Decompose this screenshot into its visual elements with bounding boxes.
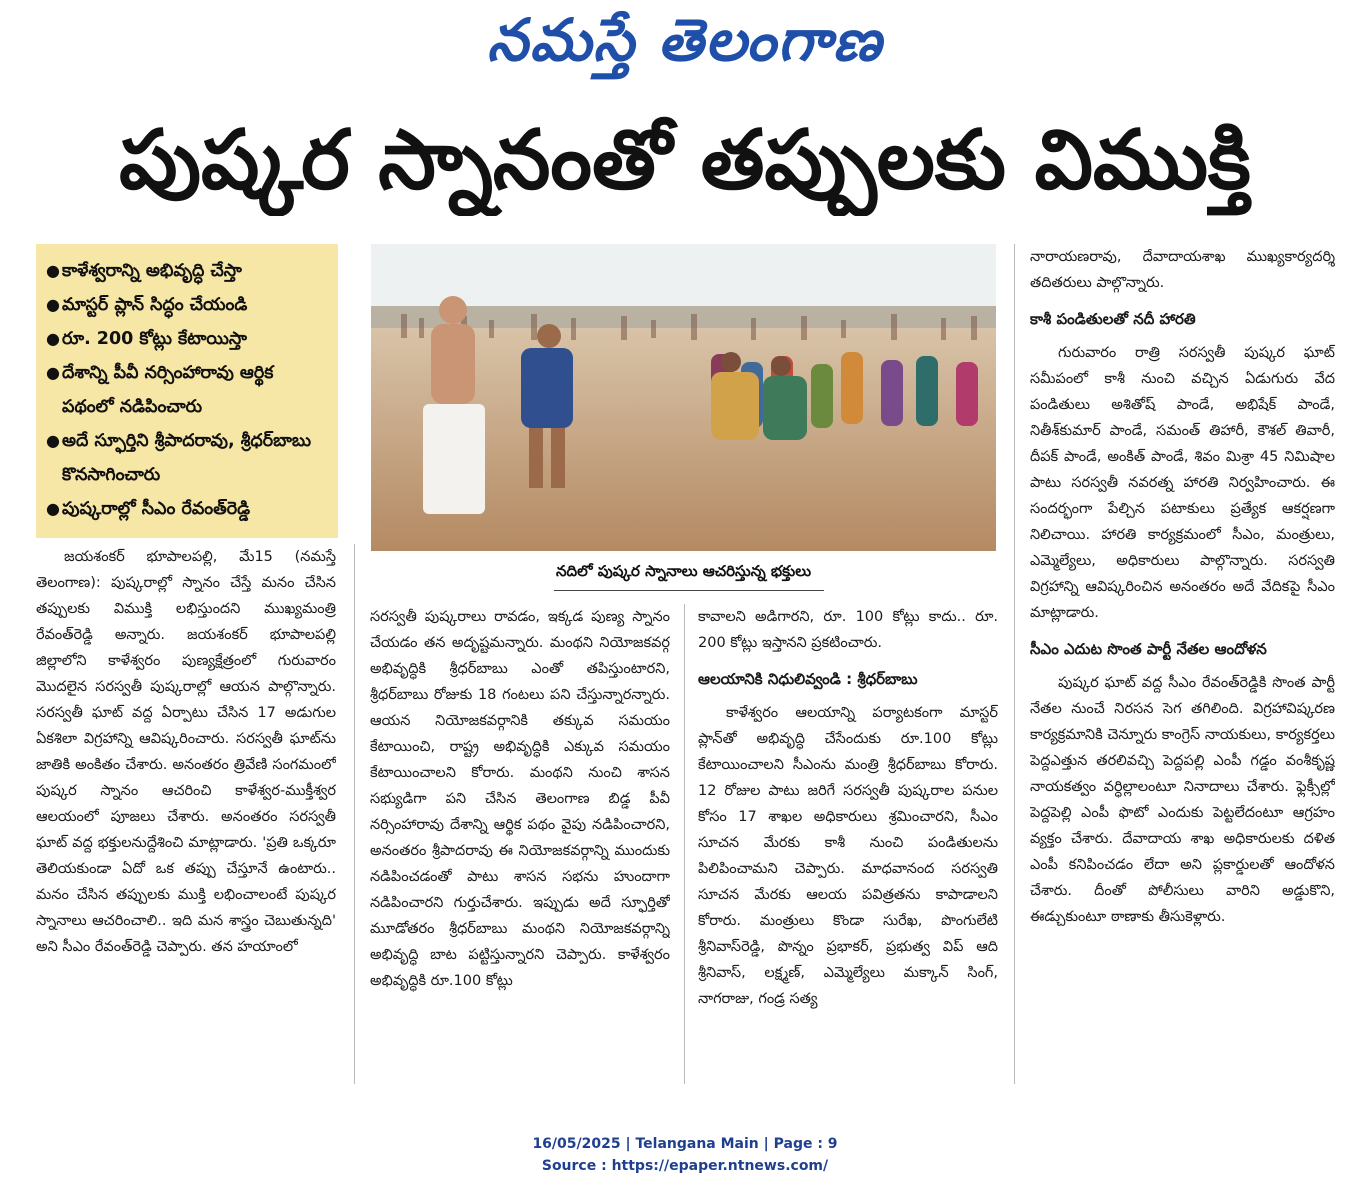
news-photo: [371, 244, 996, 551]
river-bathing-illustration: [371, 244, 996, 551]
masthead-logo: నమస్తే తెలంగాణ: [487, 6, 883, 74]
highlight-item: ● పుష్కరాల్లో సీఎం రేవంత్‌రెడ్డి: [46, 492, 330, 526]
article-paragraph: పుష్కర ఘాట్ వద్ద సీఎం రేవంత్‌రెడ్డికి సొంత పార్టీ నేతల నుంచే నిరసన సెగ తగిలింది. విగ్రహావిష్కరణ కార్యక్రమానికి చెన్నూరు కాంగ్రెస్ నాయకులు, కార్యకర్తలు పెద్దఎత్తున తరలివచ్చి పెద్దపల్లి ఎంపీ గడ్డం వంశీకృష్ణ నాయకత్వం వర్ధిల్లాలంటూ నినాదాలు చేశారు. ఫ్లెక్సీల్లో పెద్దపెల్లి ఎంపీ ఫొటో ఎందుకు పెట్టలేదంటూ ఆగ్రహం వ్యక్తం చేశారు. దేవాదాయ శాఖ అధికారులకు దళిత ఎంపీ కనిపించడం లేదా అని ప్లకార్డులతో ఆందోళన చేశారు. దీంతో పోలీసులు వారిని అడ్డుకొని, ఈడ్చుకుంటూ ఠాణాకు తీసుకెళ్లారు.: [1030, 675, 1335, 925]
article-paragraph: కాళేశ్వరం ఆలయాన్ని పర్యాటకంగా మాస్టర్ ప్లాన్‌తో అభివృద్ధి చేసేందుకు రూ.100 కోట్లు కేటాయించాలని సీఎంను మంత్రి శ్రీధర్‌బాబు కోరారు. 12 రోజుల పాటు జరిగే సరస్వతీ పుష్కరాల పనుల కోసం 17 శాఖల అధికారులు శ్రమించారని, సీఎం సూచన మేరకు కాశీ నుంచి పండితులను పిలిపించామని చెప్పారు. మాధవానంద సరస్వతి సూచన మేరకు ఆలయ పవిత్రతను కాపాడాలని కోరారు. మంత్రులు కొండా సురేఖ, పొంగులేటి శ్రీనివాస్‌రెడ్డి, పొన్నం ప్రభాకర్, ప్రభుత్వ విప్ ఆది శ్రీనివాస్, లక్ష్మణ్, ఎమ్మెల్యేలు మక్కాన్ సింగ్, నాగరాజు, గండ్ర సత్య: [698, 705, 998, 1007]
subheading: ఆలయానికి నిధులివ్వండి : శ్రీధర్‌బాబు: [698, 670, 918, 688]
article-paragraph: జయశంకర్ భూపాలపల్లి, మే15 (నమస్తే తెలంగాణ): పుష్కరాల్లో స్నానం చేస్తే మనం చేసిన తప్పులకు విముక్తి లభిస్తుందని ముఖ్యమంత్రి రేవంత్‌రెడ్డి అన్నారు. జయశంకర్ భూపాలపల్లి జిల్లాలోని కాళేశ్వరం పుణ్యక్షేత్రంలో గురువారం మొదలైన సరస్వతీ పుష్కరాల్లో ఆయన పాల్గొన్నారు. సరస్వతీ ఘాట్ వద్ద ఏర్పాటు చేసిన 17 అడుగుల ఏకశిలా విగ్రహాన్ని ఆవిష్కరించారు. సరస్వతీ ఘాట్‌ను జాతికి అంకితం చేశారు. అనంతరం త్రివేణి సంగమంలో పుష్కర స్నానం ఆచరించి కాళేశ్వర-ముక్తీశ్వర ఆలయంలో పూజలు చేశారు. అనంతరం సరస్వతీ ఘాట్ వద్ద భక్తులనుద్దేశించి మాట్లాడారు. 'ప్రతి ఒక్కరూ తెలియకుండా ఏదో ఒక తప్పు చేస్తూనే ఉంటారు.. మనం చేసిన తప్పులకు ముక్తి లభించాలంటే పుష్కర స్నానాలు ఆచరించాలి.. ఇది మన శాస్త్రం చెబుతున్నది' అని సీఎం రేవంత్‌రెడ్డి చెప్పారు. తన హయాంలో: [36, 549, 336, 955]
article-paragraph: గురువారం రాత్రి సరస్వతీ పుష్కర ఘాట్ సమీపంలో కాశీ నుంచి వచ్చిన ఏడుగురు వేద పండితులు అశితోష్ పాండే, అభిషేక్ పాండే, నితీశ్‌కుమార్ పాండే, సమంత్ తిహారీ, కౌశల్ తివారీ, దీపక్ పాండే, అంకిత్ పాండే, శివం మిశ్రా 45 నిమిషాల పాటు సరస్వతీ నవరత్న హారతి నిర్వహించారు. ఈ సందర్భంగా పేల్చిన పటాకులు ప్రత్యేక ఆకర్షణగా నిలిచాయి. హారతి కార్యక్రమంలో సీఎం, మంత్రులు, ఎమ్మెల్యేలు, అధికారులు పాల్గొన్నారు. సరస్వతి విగ్రహాన్ని ఆవిష్కరించిన అనంతరం అదే వేదికపై సీఎం మాట్లాడారు.: [1030, 345, 1335, 621]
highlight-item: ● అదే స్ఫూర్తిని శ్రీపాదరావు, శ్రీధర్‌బాబు కొనసాగించారు: [46, 424, 330, 492]
highlight-item: ● రూ. 200 కోట్లు కేటాయిస్తా: [46, 322, 330, 356]
highlight-item: ● కాళేశ్వరాన్ని అభివృద్ధి చేస్తా: [46, 254, 330, 288]
subheading: కాశీ పండితులతో నదీ హారతి: [1030, 310, 1196, 328]
page-headline: పుష్కర స్నానంతో తప్పులకు విముక్తి: [119, 113, 1251, 208]
highlights-box: [36, 244, 338, 538]
caption-underline: [554, 590, 824, 591]
column-divider: [354, 544, 355, 1084]
bullet-icon: ●: [46, 329, 60, 348]
article-paragraph: కావాలని అడిగారని, రూ. 100 కోట్లు కాదు.. రూ. 200 కోట్లు ఇస్తానని ప్రకటించారు.: [698, 609, 998, 651]
article-paragraph: సరస్వతీ పుష్కరాలు రావడం, ఇక్కడ పుణ్య స్నానం చేయడం తన అదృష్టమన్నారు. మంథని నియోజకవర్గ అభివృద్ధికి శ్రీధర్‌బాబు ఎంతో తపిస్తుంటారని, శ్రీధర్‌బాబు రోజుకు 18 గంటలు పని చేస్తున్నారన్నారు. ఆయన నియోజకవర్గానికి తక్కువ సమయం కేటాయించి, రాష్ట్ర అభివృద్ధికి ఎక్కువ సమయం కేటాయించాలని కోరారు. మంథని నుంచి శాసన సభ్యుడిగా పని చేసిన తెలంగాణ బిడ్డ పీవీ నర్సింహారావు దేశాన్ని ఆర్థిక పథం వైపు నడిపించారని, అనంతరం శ్రీపాదరావు ఈ నియోజకవర్గాన్ని ముందుకు నడిపించడంతో పాటు శాసన సభను హుందాగా నడిపించారని గుర్తుచేశారు. ఇప్పుడు అదే స్ఫూర్తితో మూడోతరం శ్రీధర్‌బాబు మంథని నియోజకవర్గాన్ని అభివృద్ధి బాట పట్టిస్తున్నారని చెప్పారు. కాళేశ్వరం అభివృద్ధికి రూ.100 కోట్లు: [370, 609, 670, 989]
bullet-icon: ●: [46, 295, 60, 314]
bullet-icon: ●: [46, 261, 60, 280]
bullet-icon: ●: [46, 431, 60, 450]
column-divider: [1014, 244, 1015, 1084]
article-column-2: [370, 604, 670, 1076]
article-paragraph: నారాయణరావు, దేవాదాయశాఖ ముఖ్యకార్యదర్శి తదితరులు పాల్గొన్నారు.: [1030, 249, 1335, 291]
article-column-1: [36, 544, 336, 1076]
highlight-item: ● మాస్టర్ ప్లాన్ సిద్ధం చేయండి: [46, 288, 330, 322]
article-column-4: [1030, 244, 1335, 1084]
article-column-3: [698, 604, 998, 1084]
highlight-item: ● దేశాన్ని పీవీ నర్సింహారావు ఆర్థిక పథంలో నడిపించారు: [46, 356, 330, 424]
photo-caption: నదిలో పుష్కర స్నానాలు ఆచరిస్తున్న భక్తులు: [555, 562, 812, 580]
bullet-icon: ●: [46, 499, 60, 518]
footer-source-link[interactable]: Source : https://epaper.ntnews.com/: [541, 1158, 829, 1174]
subheading: సీఎం ఎదుట సొంత పార్టీ నేతల ఆందోళన: [1030, 640, 1267, 658]
footer-date-line: 16/05/2025 | Telangana Main | Page : 9: [532, 1136, 838, 1152]
bullet-icon: ●: [46, 363, 60, 382]
column-divider: [684, 604, 685, 1084]
